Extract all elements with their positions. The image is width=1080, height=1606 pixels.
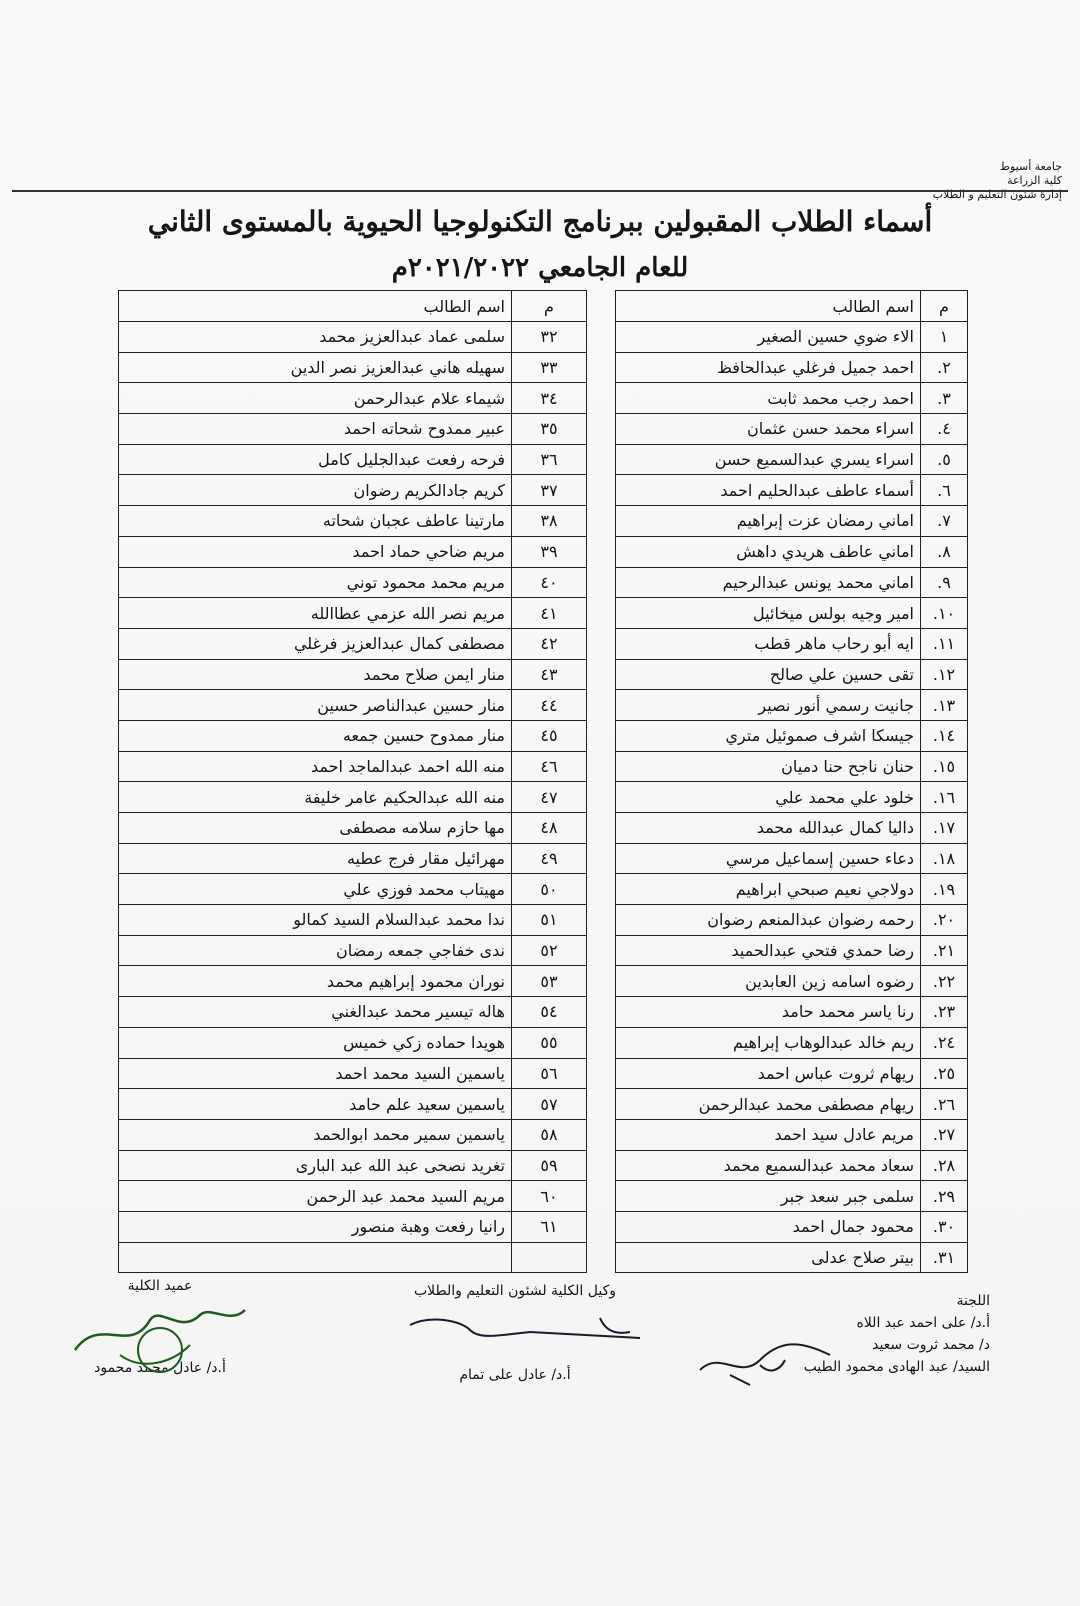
column-gap [587,1089,616,1120]
column-gap [587,506,616,537]
column-header-student-name: اسم الطالب [616,291,921,322]
student-name: شيماء علام عبدالرحمن [119,383,512,414]
table-row [119,1089,968,1120]
column-gap [587,659,616,690]
student-name: منار ايمن صلاح محمد [119,659,512,690]
table-row [119,444,968,475]
student-name: سلمى عماد عبدالعزيز محمد [119,322,512,353]
student-number: ٥. [921,444,968,475]
table-row [119,905,968,936]
student-number: ٣٣ [512,352,587,383]
student-number: ٤٥ [512,720,587,751]
student-number: ٧. [921,506,968,537]
student-number: ٣٠. [921,1211,968,1242]
table-row [119,966,968,997]
student-number: ٥٦ [512,1058,587,1089]
column-gap [587,813,616,844]
student-name: ريهام ثروت عباس احمد [616,1058,921,1089]
column-gap [587,1150,616,1181]
column-header-number: م [512,291,587,322]
student-number: ٢٩. [921,1181,968,1212]
student-number: ٣٩ [512,536,587,567]
column-gap [587,536,616,567]
student-name: هاله تيسير محمد عبدالغني [119,997,512,1028]
student-name: مارتينا عاطف عجبان شحاته [119,506,512,537]
student-number [512,1242,587,1273]
table-row [119,782,968,813]
committee-member: أ.د/ على احمد عبد اللاه [856,1315,990,1331]
column-gap [587,414,616,445]
table-row [119,690,968,721]
student-name: تقى حسين علي صالح [616,659,921,690]
student-name: خلود علي محمد علي [616,782,921,813]
table-row [119,1027,968,1058]
student-number: ٥٧ [512,1089,587,1120]
dean-name: أ.د/ عادل محمد محمود [94,1360,226,1376]
column-header-number: م [921,291,968,322]
table-row [119,1119,968,1150]
student-number: ٢. [921,352,968,383]
header-rule [12,190,1068,192]
student-name: كريم جادالكريم رضوان [119,475,512,506]
student-name: مها حازم سلامه مصطفى [119,813,512,844]
column-gap [587,291,616,322]
student-number: ٣٨ [512,506,587,537]
student-number: ١ [921,322,968,353]
student-name: اسراء محمد حسن عثمان [616,414,921,445]
student-name: منار حسين عبدالناصر حسين [119,690,512,721]
dean-signature [60,1295,260,1375]
dean-heading: عميد الكلية [127,1278,193,1294]
table-row [119,1211,968,1242]
student-name: منه الله احمد عبدالماجد احمد [119,751,512,782]
student-number: ٢٠. [921,905,968,936]
student-number: ٣١. [921,1242,968,1273]
table-row [119,414,968,445]
student-name: ريهام مصطفى محمد عبدالرحمن [616,1089,921,1120]
table-row [119,813,968,844]
student-number: ٤٨ [512,813,587,844]
column-gap [587,1211,616,1242]
student-name: دولاجي نعيم صبحي ابراهيم [616,874,921,905]
student-name: رنا ياسر محمد حامد [616,997,921,1028]
student-number: ٢١. [921,935,968,966]
student-number: ٤. [921,414,968,445]
student-number: ٢٢. [921,966,968,997]
student-name: هويدا حماده زكي خميس [119,1027,512,1058]
student-name: رحمه رضوان عبدالمنعم رضوان [616,905,921,936]
student-name: عبير ممدوح شحاته احمد [119,414,512,445]
student-name: ياسمين سمير محمد ابوالحمد [119,1119,512,1150]
student-number: ٢٦. [921,1089,968,1120]
students-table [118,290,968,1273]
students-table-body [119,322,968,1273]
column-gap [587,1027,616,1058]
student-name: داليا كمال عبدالله محمد [616,813,921,844]
table-row [119,352,968,383]
student-number: ٦١ [512,1211,587,1242]
table-row [119,1150,968,1181]
student-name: مريم السيد محمد عبد الرحمن [119,1181,512,1212]
student-name: اماني عاطف هريدي داهش [616,536,921,567]
table-row [119,1242,968,1273]
column-header-student-name: اسم الطالب [119,291,512,322]
student-number: ٢٧. [921,1119,968,1150]
student-number: ٨. [921,536,968,567]
student-name: اماني محمد يونس عبدالرحيم [616,567,921,598]
table-row [119,383,968,414]
student-name: اسراء يسري عبدالسميع حسن [616,444,921,475]
student-number: ٢٨. [921,1150,968,1181]
column-gap [587,1242,616,1273]
table-row [119,935,968,966]
department-name: إدارة شئون التعليم و الطلاب [932,188,1062,201]
student-number: ٤٠ [512,567,587,598]
committee-signature [690,1330,840,1390]
student-name: احمد جميل فرغلي عبدالحافظ [616,352,921,383]
table-row [119,751,968,782]
committee-heading: اللجنة [956,1293,990,1309]
student-number: ٤١ [512,598,587,629]
table-row [119,1058,968,1089]
student-name: نوران محمود إبراهيم محمد [119,966,512,997]
student-number: ٤٢ [512,628,587,659]
table-row [119,536,968,567]
vice-dean-heading: وكيل الكلية لشئون التعليم والطلاب [413,1283,617,1299]
student-number: ٥١ [512,905,587,936]
committee-member: د/ محمد ثروت سعيد [872,1337,990,1353]
student-name: مريم عادل سيد احمد [616,1119,921,1150]
student-number: ٥٠ [512,874,587,905]
student-number: ٣٧ [512,475,587,506]
student-number: ١٦. [921,782,968,813]
column-gap [587,567,616,598]
student-name: سهيله هاني عبدالعزيز نصر الدين [119,352,512,383]
column-gap [587,782,616,813]
vice-dean-name: أ.د/ عادل على تمام [459,1367,571,1383]
student-name: ايه أبو رحاب ماهر قطب [616,628,921,659]
column-gap [587,690,616,721]
student-number: ٤٣ [512,659,587,690]
column-gap [587,383,616,414]
table-row [119,598,968,629]
student-name: ياسمين السيد محمد احمد [119,1058,512,1089]
student-name: حنان ناجح حنا دميان [616,751,921,782]
student-number: ٦٠ [512,1181,587,1212]
column-gap [587,475,616,506]
student-number: ١٩. [921,874,968,905]
student-name: سلمى جبر سعد جبر [616,1181,921,1212]
student-number: ١٧. [921,813,968,844]
student-name: امير وجيه بولس ميخائيل [616,598,921,629]
student-name: محمود جمال احمد [616,1211,921,1242]
student-number: ١٠. [921,598,968,629]
student-number: ٦. [921,475,968,506]
student-number: ٤٧ [512,782,587,813]
student-number: ٤٩ [512,843,587,874]
student-name: فرحه رفعت عبدالجليل كامل [119,444,512,475]
student-number: ١٥. [921,751,968,782]
student-name: جيسكا اشرف صموئيل متري [616,720,921,751]
table-row [119,720,968,751]
student-number: ١٢. [921,659,968,690]
student-number: ١٣. [921,690,968,721]
student-number: ٤٤ [512,690,587,721]
student-name: بيتر صلاح عدلى [616,1242,921,1273]
student-name: اماني رمضان عزت إبراهيم [616,506,921,537]
column-gap [587,628,616,659]
table-row [119,628,968,659]
table-row [119,874,968,905]
column-gap [587,1058,616,1089]
column-gap [587,1181,616,1212]
student-number: ٥٢ [512,935,587,966]
faculty-name: كلية الزراعة [1007,174,1062,187]
table-row [119,475,968,506]
student-number: ٣. [921,383,968,414]
university-name: جامعة أسيوط [999,160,1062,173]
student-number: ٣٦ [512,444,587,475]
column-gap [587,997,616,1028]
student-name: منار ممدوح حسين جمعه [119,720,512,751]
student-name: دعاء حسين إسماعيل مرسي [616,843,921,874]
student-name: رضوه اسامه زين العابدين [616,966,921,997]
committee-member: السيد/ عبد الهادى محمود الطيب [803,1359,990,1375]
column-gap [587,720,616,751]
student-name: منه الله عبدالحكيم عامر خليفة [119,782,512,813]
student-number: ٢٥. [921,1058,968,1089]
student-name: سعاد محمد عبدالسميع محمد [616,1150,921,1181]
student-name: ياسمين سعيد علم حامد [119,1089,512,1120]
student-name: مصطفى كمال عبدالعزيز فرغلي [119,628,512,659]
column-gap [587,966,616,997]
table-row [119,506,968,537]
student-name: مهرائيل مقار فرج عطيه [119,843,512,874]
student-name: الاء ضوي حسين الصغير [616,322,921,353]
document-title: أسماء الطلاب المقبولين ببرنامج التكنولوجيا الحيوية بالمستوى الثاني [147,205,933,238]
student-number: ١٨. [921,843,968,874]
student-name: رانيا رفعت وهبة منصور [119,1211,512,1242]
student-name: ندا محمد عبدالسلام السيد كمالو [119,905,512,936]
column-gap [587,905,616,936]
student-number: ٤٦ [512,751,587,782]
student-number: ٥٩ [512,1150,587,1181]
table-row [119,997,968,1028]
column-gap [587,322,616,353]
institution-header [802,160,1062,202]
student-number: ١١. [921,628,968,659]
vice-dean-signature [400,1310,650,1355]
student-number: ٥٤ [512,997,587,1028]
student-number: ٥٥ [512,1027,587,1058]
student-number: ٩. [921,567,968,598]
student-name: تغريد نصحى عبد الله عبد البارى [119,1150,512,1181]
column-gap [587,751,616,782]
student-name: جانيت رسمي أنور نصير [616,690,921,721]
student-number: ٥٨ [512,1119,587,1150]
table-row [119,843,968,874]
student-number: ٣٢ [512,322,587,353]
student-name: ريم خالد عبدالوهاب إبراهيم [616,1027,921,1058]
student-name: رضا حمدي فتحي عبدالحميد [616,935,921,966]
student-number: ٣٥ [512,414,587,445]
student-number: ٣٤ [512,383,587,414]
student-name: مهيتاب محمد فوزي علي [119,874,512,905]
table-header-row [119,291,968,322]
student-name [119,1242,512,1273]
student-number: ٥٣ [512,966,587,997]
student-name: مريم نصر الله عزمي عطاالله [119,598,512,629]
column-gap [587,843,616,874]
student-name: احمد رجب محمد ثابت [616,383,921,414]
student-name: ندى خفاجي جمعه رمضان [119,935,512,966]
column-gap [587,874,616,905]
table-row [119,567,968,598]
column-gap [587,444,616,475]
column-gap [587,935,616,966]
student-number: ٢٣. [921,997,968,1028]
student-name: مريم محمد محمود توني [119,567,512,598]
student-number: ١٤. [921,720,968,751]
column-gap [587,598,616,629]
column-gap [587,352,616,383]
academic-year-title: للعام الجامعي ٢٠٢١/٢٠٢٢م [391,253,689,283]
table-row [119,1181,968,1212]
table-row [119,322,968,353]
student-name: مريم ضاحي حماد احمد [119,536,512,567]
column-gap [587,1119,616,1150]
student-number: ٢٤. [921,1027,968,1058]
student-name: أسماء عاطف عبدالحليم احمد [616,475,921,506]
table-row [119,659,968,690]
